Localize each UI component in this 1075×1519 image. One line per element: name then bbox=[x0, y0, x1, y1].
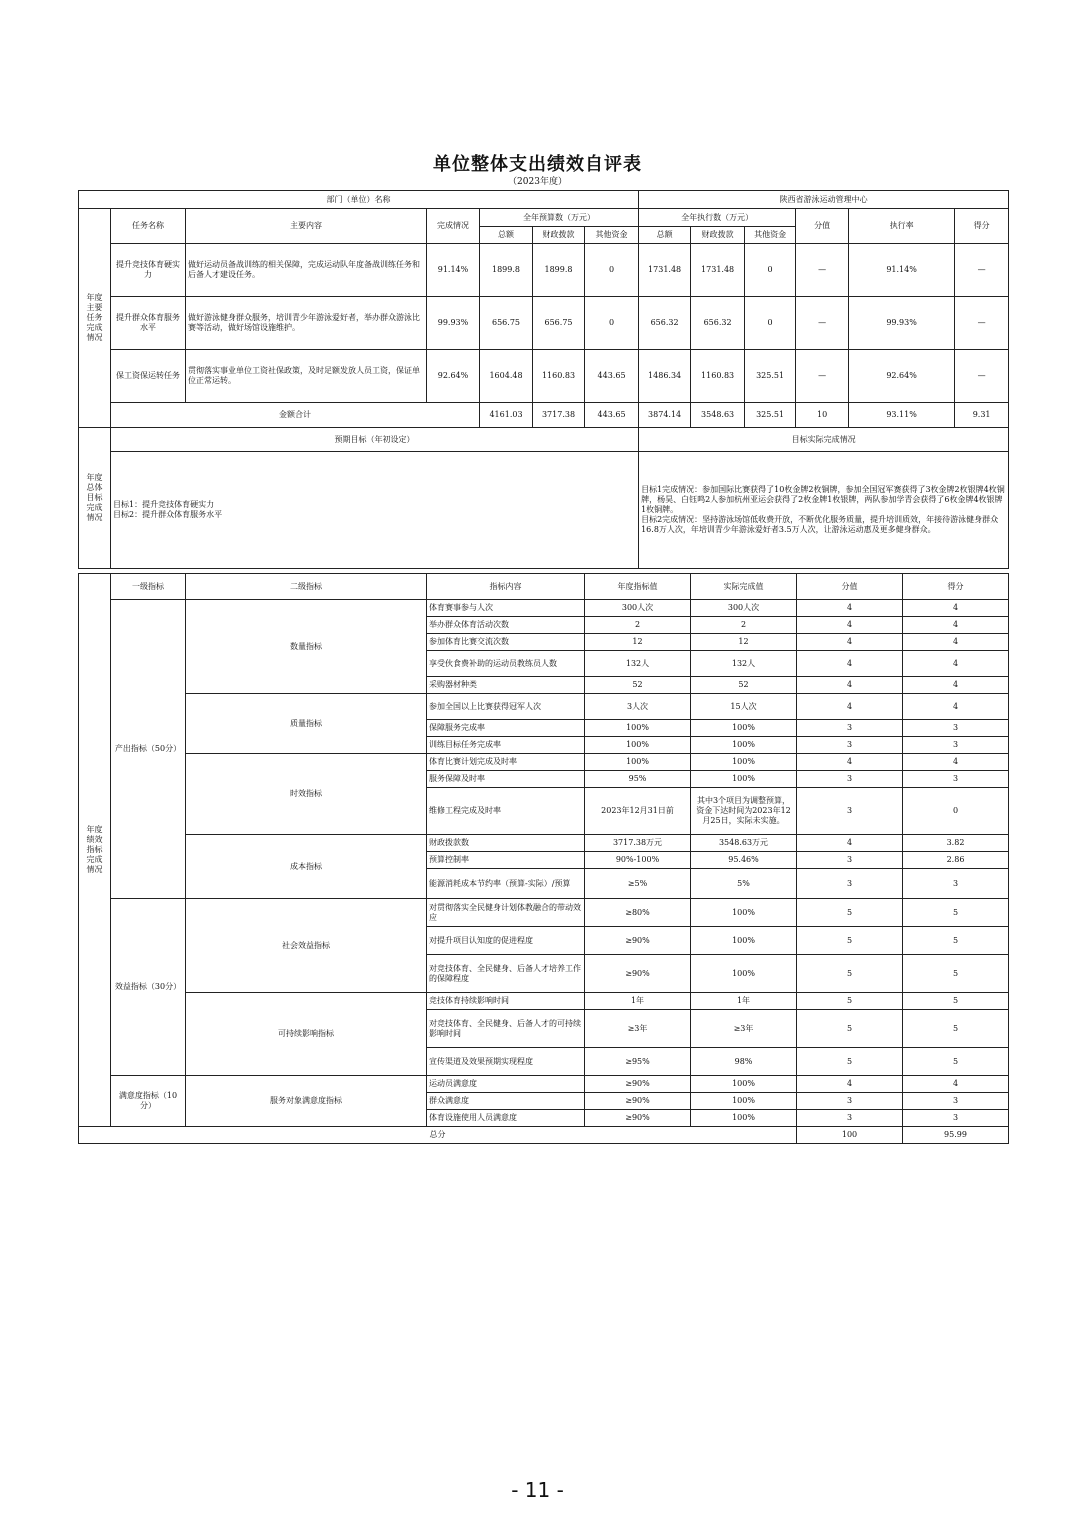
total-budget-fiscal: 3717.38 bbox=[533, 403, 585, 428]
header-exec-total: 总额 bbox=[639, 227, 691, 244]
total-exec-rate: 93.11% bbox=[849, 403, 955, 428]
exec-total: 656.32 bbox=[639, 297, 691, 350]
exec-other: 0 bbox=[745, 297, 796, 350]
header-exec-rate: 执行率 bbox=[849, 209, 955, 244]
indicator-score: 3 bbox=[903, 869, 1009, 899]
expected-goal-header: 预期目标（年初设定） bbox=[111, 428, 639, 452]
total-exec-other: 325.51 bbox=[745, 403, 796, 428]
page-title: 单位整体支出绩效自评表 bbox=[433, 154, 642, 175]
header-budget-total: 总额 bbox=[480, 227, 533, 244]
indicator-score-value: 3 bbox=[797, 788, 903, 835]
indicator-target: 3717.38万元 bbox=[585, 835, 691, 852]
indicator-score: 4 bbox=[903, 677, 1009, 694]
indicator-score: 3.82 bbox=[903, 835, 1009, 852]
header-execution: 全年执行数（万元） bbox=[639, 209, 796, 227]
indicator-actual: 132人 bbox=[691, 651, 797, 677]
indicator-target: ≥90% bbox=[585, 955, 691, 993]
header-budget-fiscal: 财政拨款 bbox=[533, 227, 585, 244]
indicator-score: 4 bbox=[903, 600, 1009, 617]
indicator-actual: 100% bbox=[691, 1093, 797, 1110]
indicator-actual: 3548.63万元 bbox=[691, 835, 797, 852]
indicator-score-value: 4 bbox=[797, 754, 903, 771]
indicator-actual: ≥3年 bbox=[691, 1010, 797, 1048]
cost-indicator-label: 成本指标 bbox=[186, 835, 427, 899]
indicator-score: 4 bbox=[903, 1076, 1009, 1093]
task-content: 做好运动员备战训练的相关保障，完成运动队年度备战训练任务和后备人才建设任务。 bbox=[186, 244, 427, 297]
satisfaction-indicator-label: 满意度指标（10分） bbox=[111, 1076, 186, 1127]
indicator-content: 对贯彻落实全民健身计划体教融合的带动效应 bbox=[427, 899, 585, 927]
indicator-target: 2 bbox=[585, 617, 691, 634]
indicator-score-value: 4 bbox=[797, 694, 903, 720]
indicator-score-value: 5 bbox=[797, 1048, 903, 1076]
indicator-score: 4 bbox=[903, 651, 1009, 677]
indicator-score: 2.86 bbox=[903, 852, 1009, 869]
task-score-value: — bbox=[796, 244, 849, 297]
expected-goal-1: 目标1：提升竞技体育硬实力 bbox=[113, 500, 215, 509]
indicator-content: 体育赛事参与人次 bbox=[427, 600, 585, 617]
task-row bbox=[79, 244, 1009, 297]
exec-other: 0 bbox=[745, 244, 796, 297]
quantity-indicator-label: 数量指标 bbox=[186, 600, 427, 694]
indicator-target: 132人 bbox=[585, 651, 691, 677]
indicator-score-value: 4 bbox=[797, 617, 903, 634]
exec-fiscal: 1731.48 bbox=[691, 244, 745, 297]
header-budget-other: 其他资金 bbox=[585, 227, 639, 244]
indicator-score-value: 3 bbox=[797, 737, 903, 754]
total-score: 9.31 bbox=[955, 403, 1009, 428]
indicator-score: 5 bbox=[903, 899, 1009, 927]
indicator-score-value: 3 bbox=[797, 1110, 903, 1127]
indicator-actual: 95.46% bbox=[691, 852, 797, 869]
exec-other: 325.51 bbox=[745, 350, 796, 403]
indicator-actual: 52 bbox=[691, 677, 797, 694]
indicator-target: 100% bbox=[585, 737, 691, 754]
budget-fiscal: 656.75 bbox=[533, 297, 585, 350]
indicator-actual: 100% bbox=[691, 955, 797, 993]
task-content: 做好游泳健身群众服务，培训青少年游泳爱好者，举办群众游泳比赛等活动，做好场馆设施维护。 bbox=[186, 297, 427, 350]
dept-row bbox=[79, 191, 1009, 209]
task-name: 提升竞技体育硬实力 bbox=[111, 244, 186, 297]
header-task-content: 主要内容 bbox=[186, 209, 427, 244]
budget-other: 0 bbox=[585, 297, 639, 350]
indicator-target: ≥90% bbox=[585, 1110, 691, 1127]
indicator-target: ≥5% bbox=[585, 869, 691, 899]
indicator-score-value: 3 bbox=[797, 869, 903, 899]
grand-total-row bbox=[79, 1127, 1009, 1144]
indicator-score: 4 bbox=[903, 617, 1009, 634]
task-name: 提升群众体育服务水平 bbox=[111, 297, 186, 350]
indicator-content: 竞技体育持续影响时间 bbox=[427, 993, 585, 1010]
header-score-value: 分值 bbox=[796, 209, 849, 244]
quality-indicator-label: 质量指标 bbox=[186, 694, 427, 754]
task-goal-table bbox=[78, 190, 1009, 569]
indicator-score-value: 3 bbox=[797, 852, 903, 869]
indicator-score: 5 bbox=[903, 993, 1009, 1010]
total-exec-total: 3874.14 bbox=[639, 403, 691, 428]
indicator-score-value: 3 bbox=[797, 1093, 903, 1110]
header-exec-fiscal: 财政拨款 bbox=[691, 227, 745, 244]
exec-fiscal: 1160.83 bbox=[691, 350, 745, 403]
indicator-content: 财政拨款数 bbox=[427, 835, 585, 852]
indicator-score-value: 5 bbox=[797, 927, 903, 955]
indicator-target: ≥95% bbox=[585, 1048, 691, 1076]
indicator-actual: 100% bbox=[691, 1076, 797, 1093]
indicator-score: 4 bbox=[903, 754, 1009, 771]
indicator-score: 3 bbox=[903, 771, 1009, 788]
budget-total: 656.75 bbox=[480, 297, 533, 350]
indicator-score-value: 3 bbox=[797, 720, 903, 737]
task-row bbox=[79, 297, 1009, 350]
header-level2: 二级指标 bbox=[186, 574, 427, 600]
grand-total-score-value: 100 bbox=[797, 1127, 903, 1144]
exec-total: 1731.48 bbox=[639, 244, 691, 297]
indicator-section-label: 年度绩效指标完成情况 bbox=[79, 574, 111, 1127]
indicator-actual: 其中3个项目为调整预算，资金下达时间为2023年12月25日，实际未实施。 bbox=[691, 788, 797, 835]
indicator-content: 群众满意度 bbox=[427, 1093, 585, 1110]
benefit-indicator-label: 效益指标（30分） bbox=[111, 899, 186, 1076]
task-header-row bbox=[79, 209, 1009, 227]
task-score-value: — bbox=[796, 297, 849, 350]
indicator-target: 95% bbox=[585, 771, 691, 788]
header-task-name: 任务名称 bbox=[111, 209, 186, 244]
indicator-actual: 100% bbox=[691, 1110, 797, 1127]
indicator-target: 100% bbox=[585, 754, 691, 771]
budget-total: 1899.8 bbox=[480, 244, 533, 297]
indicator-target: 90%-100% bbox=[585, 852, 691, 869]
indicator-row bbox=[79, 993, 1009, 1010]
grand-total-score: 95.99 bbox=[903, 1127, 1009, 1144]
indicator-target: 300人次 bbox=[585, 600, 691, 617]
indicator-score: 3 bbox=[903, 1110, 1009, 1127]
goal-section-label: 年度总体目标完成情况 bbox=[79, 428, 111, 569]
budget-fiscal: 1899.8 bbox=[533, 244, 585, 297]
indicator-target: ≥90% bbox=[585, 927, 691, 955]
task-rate: 99.93% bbox=[427, 297, 480, 350]
indicator-score: 5 bbox=[903, 1048, 1009, 1076]
service-indicator-label: 服务对象满意度指标 bbox=[186, 1076, 427, 1127]
social-indicator-label: 社会效益指标 bbox=[186, 899, 427, 993]
indicator-content: 运动员满意度 bbox=[427, 1076, 585, 1093]
indicator-content: 对竞技体育、全民健身、后备人才培养工作的保障程度 bbox=[427, 955, 585, 993]
indicator-target: ≥3年 bbox=[585, 1010, 691, 1048]
page-subtitle: （2023年度） bbox=[508, 177, 567, 187]
indicator-content: 保障服务完成率 bbox=[427, 720, 585, 737]
indicator-target: ≥90% bbox=[585, 1076, 691, 1093]
indicator-row bbox=[79, 694, 1009, 720]
indicator-score-value: 5 bbox=[797, 899, 903, 927]
indicator-actual: 1年 bbox=[691, 993, 797, 1010]
actual-goal-2: 目标2完成情况：坚持游泳场馆低收费开放，不断优化服务质量，提升培训质效，年接待游泳健身群众16.8万人次，年培训青少年游泳爱好者3.5万人次，让游泳运动惠及更多健身群众。 bbox=[641, 515, 999, 534]
indicator-content: 服务保障及时率 bbox=[427, 771, 585, 788]
indicator-content: 宣传渠道及效果预期实现程度 bbox=[427, 1048, 585, 1076]
total-score-value: 10 bbox=[796, 403, 849, 428]
indicator-actual: 300人次 bbox=[691, 600, 797, 617]
dept-label: 部门（单位）名称 bbox=[79, 191, 639, 209]
indicator-content: 维修工程完成及时率 bbox=[427, 788, 585, 835]
header-actual: 实际完成值 bbox=[691, 574, 797, 600]
task-score: — bbox=[955, 350, 1009, 403]
indicator-content: 体育设施使用人员满意度 bbox=[427, 1110, 585, 1127]
goal-content-row bbox=[79, 452, 1009, 569]
indicator-score: 3 bbox=[903, 1093, 1009, 1110]
indicator-target: 1年 bbox=[585, 993, 691, 1010]
indicator-score: 4 bbox=[903, 634, 1009, 651]
budget-other: 443.65 bbox=[585, 350, 639, 403]
indicator-content: 采购器材种类 bbox=[427, 677, 585, 694]
indicator-content: 对提升项目认知度的促进程度 bbox=[427, 927, 585, 955]
indicator-score: 3 bbox=[903, 737, 1009, 754]
expected-goal-2: 目标2：提升群众体育服务水平 bbox=[113, 510, 223, 519]
indicator-actual: 100% bbox=[691, 737, 797, 754]
timeliness-indicator-label: 时效指标 bbox=[186, 754, 427, 835]
header-ind-score: 得分 bbox=[903, 574, 1009, 600]
indicator-row bbox=[79, 1076, 1009, 1093]
indicator-score-value: 5 bbox=[797, 993, 903, 1010]
indicator-score: 5 bbox=[903, 1010, 1009, 1048]
indicator-actual: 12 bbox=[691, 634, 797, 651]
indicator-score: 5 bbox=[903, 927, 1009, 955]
exec-total: 1486.34 bbox=[639, 350, 691, 403]
indicator-header-row bbox=[79, 574, 1009, 600]
total-budget-other: 443.65 bbox=[585, 403, 639, 428]
indicator-score-value: 3 bbox=[797, 771, 903, 788]
indicator-actual: 100% bbox=[691, 927, 797, 955]
indicator-row bbox=[79, 754, 1009, 771]
indicator-score-value: 4 bbox=[797, 634, 903, 651]
task-total-row bbox=[79, 403, 1009, 428]
task-name: 保工资保运转任务 bbox=[111, 350, 186, 403]
indicator-actual: 15人次 bbox=[691, 694, 797, 720]
budget-fiscal: 1160.83 bbox=[533, 350, 585, 403]
header-ind-score-value: 分值 bbox=[797, 574, 903, 600]
task-rate: 92.64% bbox=[427, 350, 480, 403]
task-content: 贯彻落实事业单位工资社保政策，及时足额发放人员工资，保证单位正常运转。 bbox=[186, 350, 427, 403]
task-score-value: — bbox=[796, 350, 849, 403]
task-score: — bbox=[955, 297, 1009, 350]
indicator-content: 对竞技体育、全民健身、后备人才的可持续影响时间 bbox=[427, 1010, 585, 1048]
indicator-row bbox=[79, 600, 1009, 617]
indicator-table bbox=[78, 573, 1009, 1144]
page-number: - 11 - bbox=[511, 1478, 564, 1502]
indicator-content: 预算控制率 bbox=[427, 852, 585, 869]
indicator-actual: 100% bbox=[691, 771, 797, 788]
indicator-score: 0 bbox=[903, 788, 1009, 835]
indicator-score-value: 5 bbox=[797, 955, 903, 993]
indicator-content: 享受伙食费补助的运动员教练员人数 bbox=[427, 651, 585, 677]
header-exec-other: 其他资金 bbox=[745, 227, 796, 244]
total-budget-total: 4161.03 bbox=[480, 403, 533, 428]
indicator-score-value: 4 bbox=[797, 677, 903, 694]
indicator-score-value: 4 bbox=[797, 1076, 903, 1093]
output-indicator-label: 产出指标（50分） bbox=[111, 600, 186, 899]
header-target: 年度指标值 bbox=[585, 574, 691, 600]
indicator-content: 参加全国以上比赛获得冠军人次 bbox=[427, 694, 585, 720]
indicator-target: 12 bbox=[585, 634, 691, 651]
grand-total-label: 总分 bbox=[79, 1127, 797, 1144]
indicator-content: 能源消耗成本节约率（预算-实际）/预算 bbox=[427, 869, 585, 899]
total-exec-fiscal: 3548.63 bbox=[691, 403, 745, 428]
indicator-content: 参加体育比赛交流次数 bbox=[427, 634, 585, 651]
indicator-target: ≥80% bbox=[585, 899, 691, 927]
indicator-row bbox=[79, 835, 1009, 852]
task-row bbox=[79, 350, 1009, 403]
indicator-actual: 100% bbox=[691, 899, 797, 927]
indicator-row bbox=[79, 899, 1009, 927]
header-indicator-content: 指标内容 bbox=[427, 574, 585, 600]
indicator-score-value: 5 bbox=[797, 1010, 903, 1048]
dept-name: 陕西省游泳运动管理中心 bbox=[639, 191, 1009, 209]
indicator-actual: 2 bbox=[691, 617, 797, 634]
header-level1: 一级指标 bbox=[111, 574, 186, 600]
actual-goals bbox=[639, 452, 1009, 569]
indicator-actual: 100% bbox=[691, 720, 797, 737]
header-completion: 完成情况 bbox=[427, 209, 480, 244]
task-exec-rate: 91.14% bbox=[849, 244, 955, 297]
indicator-actual: 5% bbox=[691, 869, 797, 899]
header-budget: 全年预算数（万元） bbox=[480, 209, 639, 227]
indicator-actual: 98% bbox=[691, 1048, 797, 1076]
indicator-target: 3人次 bbox=[585, 694, 691, 720]
indicator-score-value: 4 bbox=[797, 651, 903, 677]
task-exec-rate: 99.93% bbox=[849, 297, 955, 350]
budget-other: 0 bbox=[585, 244, 639, 297]
indicator-score: 4 bbox=[903, 694, 1009, 720]
indicator-target: ≥90% bbox=[585, 1093, 691, 1110]
indicator-score: 3 bbox=[903, 720, 1009, 737]
indicator-target: 100% bbox=[585, 720, 691, 737]
indicator-content: 举办群众体育活动次数 bbox=[427, 617, 585, 634]
budget-total: 1604.48 bbox=[480, 350, 533, 403]
indicator-actual: 100% bbox=[691, 754, 797, 771]
expected-goals bbox=[111, 452, 639, 569]
task-section-label: 年度主要任务完成情况 bbox=[79, 209, 111, 428]
indicator-score: 5 bbox=[903, 955, 1009, 993]
sustain-indicator-label: 可持续影响指标 bbox=[186, 993, 427, 1076]
indicator-content: 训练目标任务完成率 bbox=[427, 737, 585, 754]
indicator-target: 52 bbox=[585, 677, 691, 694]
task-exec-rate: 92.64% bbox=[849, 350, 955, 403]
indicator-content: 体育比赛计划完成及时率 bbox=[427, 754, 585, 771]
actual-goal-1: 目标1完成情况：参加国际比赛获得了10枚金牌2枚铜牌，参加全国冠军赛获得了3枚金牌2枚银牌4枚铜牌，杨昊、白钰鸣2人参加杭州亚运会获得了2枚金牌1枚银牌，两队参加学青会获得了6枚金牌4枚银牌1枚铜牌。 bbox=[641, 485, 1005, 514]
exec-fiscal: 656.32 bbox=[691, 297, 745, 350]
task-total-label: 金额合计 bbox=[111, 403, 480, 428]
task-score: — bbox=[955, 244, 1009, 297]
indicator-target: 2023年12月31日前 bbox=[585, 788, 691, 835]
indicator-score-value: 4 bbox=[797, 600, 903, 617]
indicator-score-value: 4 bbox=[797, 835, 903, 852]
goal-header-row bbox=[79, 428, 1009, 452]
task-rate: 91.14% bbox=[427, 244, 480, 297]
header-score: 得分 bbox=[955, 209, 1009, 244]
actual-goal-header: 目标实际完成情况 bbox=[639, 428, 1009, 452]
